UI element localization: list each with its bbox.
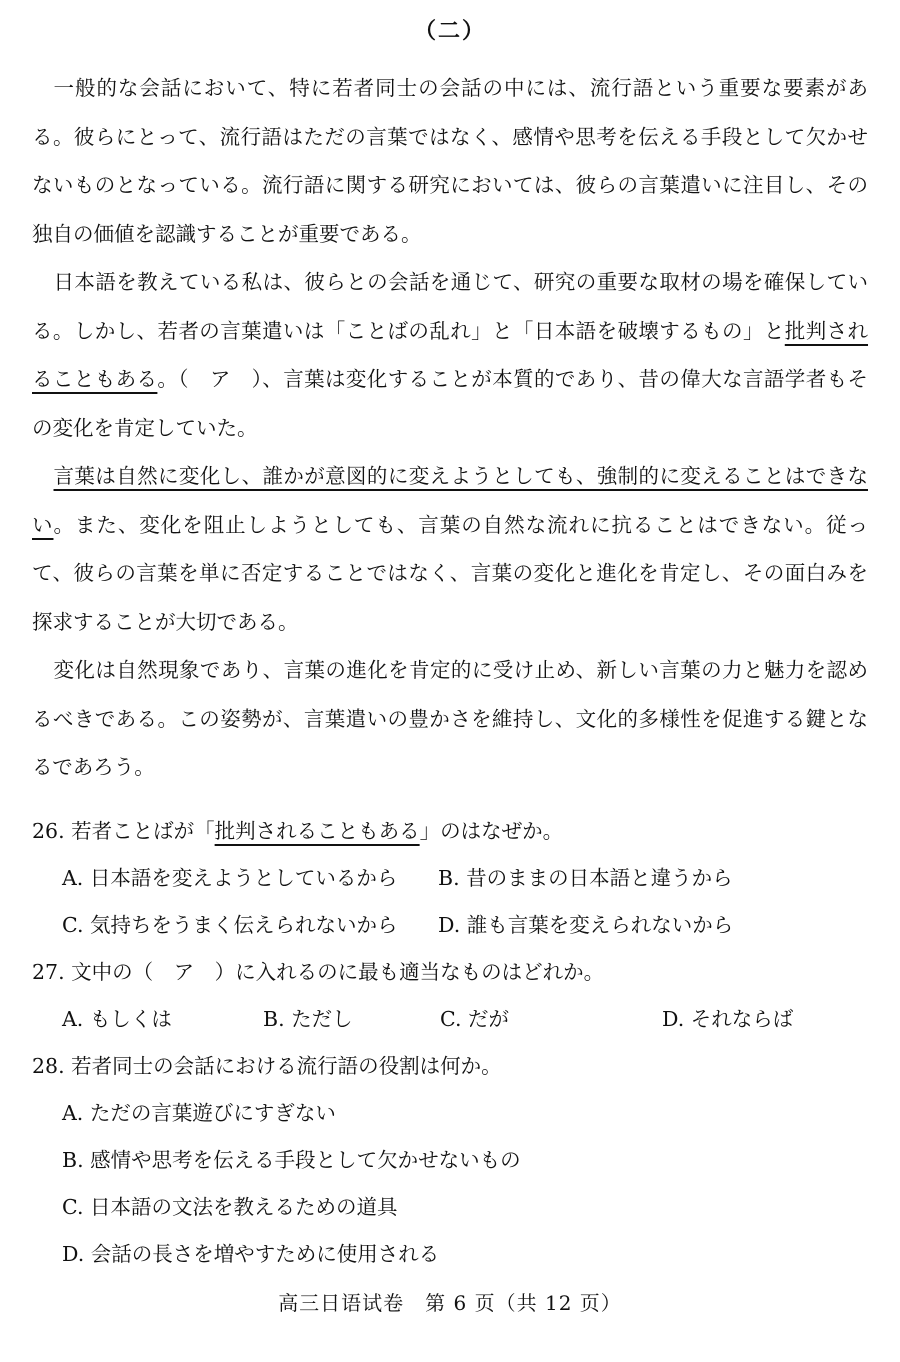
passage-paragraph-4: 変化は自然現象であり、言葉の進化を肯定的に受け止め、新しい言葉の力と魅力を認めるべきである。この姿勢が、言葉遣いの豊かさを維持し、文化的多様性を促進する鍵となるであろう。 <box>32 658 868 779</box>
passage-p3-text-b: 。また、変化を阻止しようとしても、言葉の自然な流れに抗ることはできない。従って、彼らの言葉を単に否定することではなく、言葉の変化と進化を肯定し、その面白みを探求することが大切である。 <box>32 512 869 634</box>
question-28-stem: 28. 若者同士の会話における流行語の役割は何か。 <box>32 1054 502 1078</box>
question-27-stem: 27. 文中の（ ア ）に入れるのに最も適当なものはどれか。 <box>32 960 605 984</box>
reading-passage <box>32 64 868 792</box>
passage-paragraph-2 <box>32 258 868 452</box>
question-28-option-b[interactable]: B. 感情や思考を伝える手段として欠かせないもの <box>62 1148 521 1172</box>
question-27-option-b[interactable]: B. ただし <box>263 1007 353 1031</box>
passage-paragraph-3 <box>32 452 868 646</box>
question-26-stem <box>32 808 868 855</box>
section-title: （二） <box>413 18 486 44</box>
question-26-prefix: 26. 若者ことばが「 <box>32 819 215 843</box>
passage-paragraph-1: 一般的な会話において、特に若者同士の会話の中には、流行語という重要な要素がある。彼らにとって、流行語はただの言葉ではなく、感情や思考を伝える手段として欠かせないものとなっている。流行語に関する研究においては、彼らの言葉遣いに注目し、その独自の価値を認識することが重要である。 <box>32 76 868 246</box>
question-27-option-c[interactable]: C. だが <box>440 1007 509 1031</box>
question-28-option-a[interactable]: A. ただの言葉遊びにすぎない <box>62 1101 336 1125</box>
question-26-options-row-2 <box>32 902 868 949</box>
question-27-option-d[interactable]: D. それならば <box>662 1007 794 1031</box>
question-26-option-d[interactable]: D. 誰も言葉を変えられないから <box>438 913 734 937</box>
question-27-options-row <box>32 996 868 1043</box>
question-26-underlined: 批判されることもある <box>214 819 420 843</box>
question-26-option-c[interactable]: C. 気持ちをうまく伝えられないから <box>62 913 398 937</box>
question-26-options-row-1 <box>32 855 868 902</box>
passage-p2-text-a: 日本語を教えている私は、彼らとの会話を通じて、研究の重要な取材の場を確保している。しかし、若者の言葉遣いは「ことばの乱れ」と「日本語を破壊するもの」と <box>32 270 868 343</box>
underlined-phrase-criticized: 批判されることもある <box>32 318 869 391</box>
page-footer: 高三日语试卷 第 6 页（共 12 页） <box>278 1291 622 1315</box>
question-26-option-a[interactable]: A. 日本語を変えようとしているから <box>62 866 398 890</box>
question-26-option-b[interactable]: B. 昔のままの日本語と違うから <box>438 866 733 890</box>
underlined-sentence-language-change: 言葉は自然に変化し、誰かが意図的に変えようとしても、強制的に変えることはできない <box>32 464 868 537</box>
passage-p2-text-b: 。（ ア ）、言葉は変化することが本質的であり、昔の偉大な言語学者もその変化を肯定していた。 <box>32 367 869 440</box>
question-27-option-a[interactable]: A. もしくは <box>62 1007 172 1031</box>
question-28-option-c[interactable]: C. 日本語の文法を教えるための道具 <box>62 1195 398 1219</box>
question-list <box>32 808 868 1278</box>
question-28-option-d[interactable]: D. 会話の長さを増やすために使用される <box>62 1242 440 1266</box>
question-26-suffix: 」のはなぜか。 <box>419 819 564 843</box>
